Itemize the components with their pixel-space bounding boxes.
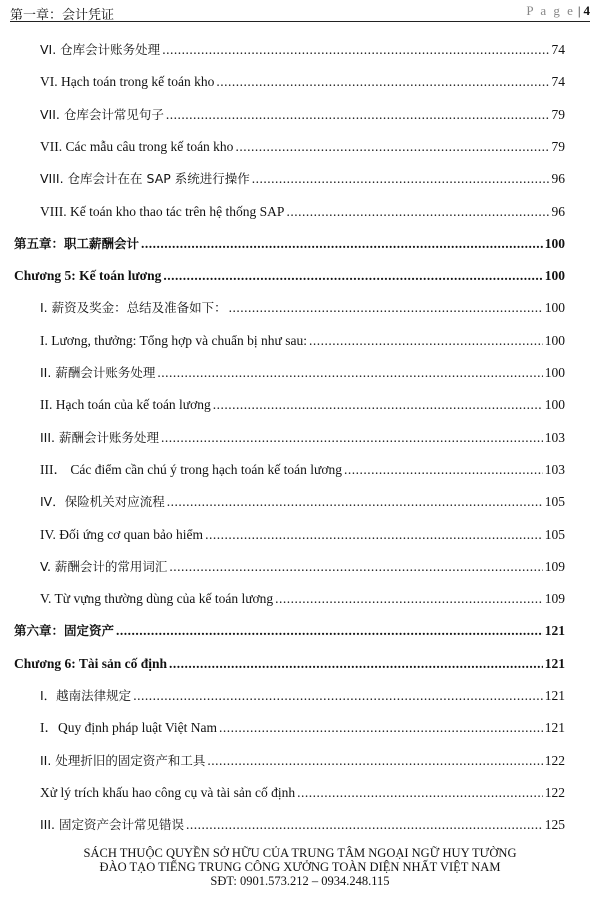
dot-leader: [216, 74, 549, 90]
page-number: 4: [583, 3, 590, 18]
toc-entry-title: VI. 仓库会计账务处理: [40, 42, 161, 57]
toc-entry-title: VI. Hạch toán trong kế toán kho: [40, 74, 215, 90]
toc-entry-page: 103: [544, 429, 565, 445]
toc-chapter-entry[interactable]: [14, 266, 565, 284]
toc-entry-page: 96: [551, 203, 565, 219]
dot-leader: [166, 107, 550, 123]
toc-entry[interactable]: [40, 783, 565, 801]
toc-entry-page: 100: [544, 397, 565, 413]
toc-entry-title: V. Từ vựng thường dùng của kế toán lương: [40, 591, 274, 607]
toc-entry-page: 122: [544, 784, 565, 800]
toc-entry[interactable]: [40, 137, 565, 155]
toc-entry-title: Xử lý trích khấu hao công cụ và tài sản cố định: [40, 784, 296, 800]
dot-leader: [344, 462, 543, 478]
footer-line-2: ĐÀO TẠO TIẾNG TRUNG CÔNG XƯỞNG TOÀN DIỆN NHẤT VIỆT NAM: [99, 860, 501, 874]
toc-entry-title: I. Lương, thưởng: Tổng hợp và chuẩn bị như sau:: [40, 332, 307, 348]
toc-entry[interactable]: [40, 169, 565, 187]
toc-entry-title: II. Hạch toán của kế toán lương: [40, 397, 211, 413]
dot-leader: [235, 139, 549, 155]
page-footer: [0, 846, 600, 888]
dot-leader: [116, 623, 543, 639]
dot-leader: [169, 559, 542, 575]
dot-leader: [133, 688, 543, 704]
dot-leader: [219, 720, 543, 736]
toc-entry[interactable]: [40, 525, 565, 543]
toc-entry-page: 79: [551, 138, 565, 154]
page-separator: |: [577, 3, 581, 18]
toc-entry-page: 103: [544, 461, 565, 477]
toc-entry-title: 第六章：固定资产: [14, 623, 115, 639]
page-header: [10, 0, 590, 22]
toc-entry[interactable]: [40, 202, 565, 220]
toc-entry-title: Chương 5: Kế toán lương: [14, 268, 162, 284]
toc-entry[interactable]: [40, 40, 565, 58]
toc-entry-page: 100: [544, 300, 565, 316]
toc-entry[interactable]: [40, 718, 565, 736]
toc-entry[interactable]: [40, 363, 565, 381]
dot-leader: [161, 430, 543, 446]
toc-chapter-entry[interactable]: [14, 621, 565, 639]
dot-leader: [163, 268, 542, 284]
toc-entry-title: I．越南法律规定: [40, 688, 132, 703]
toc-entry-page: 100: [544, 235, 565, 251]
dot-leader: [162, 42, 549, 58]
toc-entry-page: 122: [544, 752, 565, 768]
toc-entry-title: III． Các điểm cần chú ý trong hạch toán kế toán lương: [40, 461, 342, 477]
dot-leader: [186, 817, 543, 833]
dot-leader: [229, 300, 543, 316]
dot-leader: [275, 591, 543, 607]
toc-entry-page: 109: [544, 591, 565, 607]
toc-entry-title: VII. Các mẫu câu trong kế toán kho: [40, 138, 234, 154]
toc-chapter-entry[interactable]: [14, 654, 565, 672]
toc-entry[interactable]: [40, 815, 565, 833]
toc-entry-page: 121: [544, 720, 565, 736]
toc-entry[interactable]: [40, 686, 565, 704]
toc-entry[interactable]: [40, 298, 565, 316]
dot-leader: [213, 397, 543, 413]
toc-entry-page: 125: [544, 817, 565, 833]
toc-entry-title: II. 薪酬会计账务处理: [40, 365, 156, 380]
toc-entry-page: 96: [551, 171, 565, 187]
toc-entry-title: IV. Đối ứng cơ quan bảo hiểm: [40, 526, 204, 542]
toc-entry[interactable]: [40, 428, 565, 446]
toc-entry-title: III. 固定资产会计常见错误: [40, 817, 185, 833]
toc-entry-title: I．Quy định pháp luật Việt Nam: [40, 720, 218, 736]
toc-entry-title: III. 薪酬会计账务处理: [40, 429, 160, 445]
dot-leader: [207, 753, 542, 769]
toc-entry-title: VII. 仓库会计常见句子: [40, 106, 164, 122]
toc-entry-page: 79: [551, 106, 565, 122]
toc-entry-page: 100: [544, 268, 565, 284]
toc-entry-page: 105: [544, 526, 565, 542]
toc-entry[interactable]: [40, 492, 565, 510]
dot-leader: [309, 333, 543, 349]
page-word: P a g e: [526, 3, 575, 18]
dot-leader: [252, 171, 550, 187]
toc-entry[interactable]: [40, 557, 565, 575]
dot-leader: [169, 656, 543, 672]
page-indicator: [526, 3, 590, 19]
dot-leader: [167, 494, 543, 510]
toc-entry-page: 100: [544, 332, 565, 348]
footer-line-1: SÁCH THUỘC QUYỀN SỞ HỮU CỦA TRUNG TÂM NGOẠI NGỮ HUY TƯỜNG: [83, 846, 517, 860]
toc-entry[interactable]: [40, 460, 565, 478]
toc-entry-page: 74: [551, 42, 565, 57]
toc-entry-title: 第五章：职工薪酬会计: [14, 235, 140, 251]
toc-entry-title: Chương 6: Tài sản cố định: [14, 655, 168, 671]
toc-entry-page: 121: [544, 688, 565, 703]
toc-entry[interactable]: [40, 751, 565, 769]
dot-leader: [157, 365, 542, 381]
toc-entry-title: I. 薪资及奖金：总结及准备如下：: [40, 300, 227, 316]
toc-entry-page: 121: [544, 655, 565, 671]
dot-leader: [141, 236, 543, 252]
toc-entry-title: VIII. 仓库会计在在 SAP 系统进行操作: [40, 171, 250, 187]
toc-entry-page: 74: [551, 74, 565, 90]
toc-entry[interactable]: [40, 589, 565, 607]
toc-entry-page: 121: [544, 623, 565, 639]
header-rule: [10, 21, 590, 22]
dot-leader: [205, 527, 543, 543]
toc-entry-title: VIII. Kế toán kho thao tác trên hệ thống SAP: [40, 203, 285, 219]
dot-leader: [297, 785, 543, 801]
toc-entry[interactable]: [40, 72, 565, 90]
toc-entry-page: 109: [544, 558, 565, 574]
toc-entry-page: 100: [544, 365, 565, 380]
toc-entry[interactable]: [40, 395, 565, 413]
toc-entry-title: II. 处理折旧的固定资产和工具: [40, 752, 206, 768]
toc-chapter-entry[interactable]: [14, 234, 565, 252]
toc-entry-page: 105: [544, 494, 565, 510]
toc-entry[interactable]: [40, 331, 565, 349]
dot-leader: [286, 204, 549, 220]
toc-entry-title: V. 薪酬会计的常用词汇: [40, 558, 168, 574]
toc-entry-title: IV．保险机关对应流程: [40, 494, 165, 510]
chapter-title: 第一章：会计凭证: [10, 8, 115, 23]
toc-entry[interactable]: [40, 105, 565, 123]
footer-line-3: SĐT: 0901.573.212 – 0934.248.115: [210, 874, 390, 888]
